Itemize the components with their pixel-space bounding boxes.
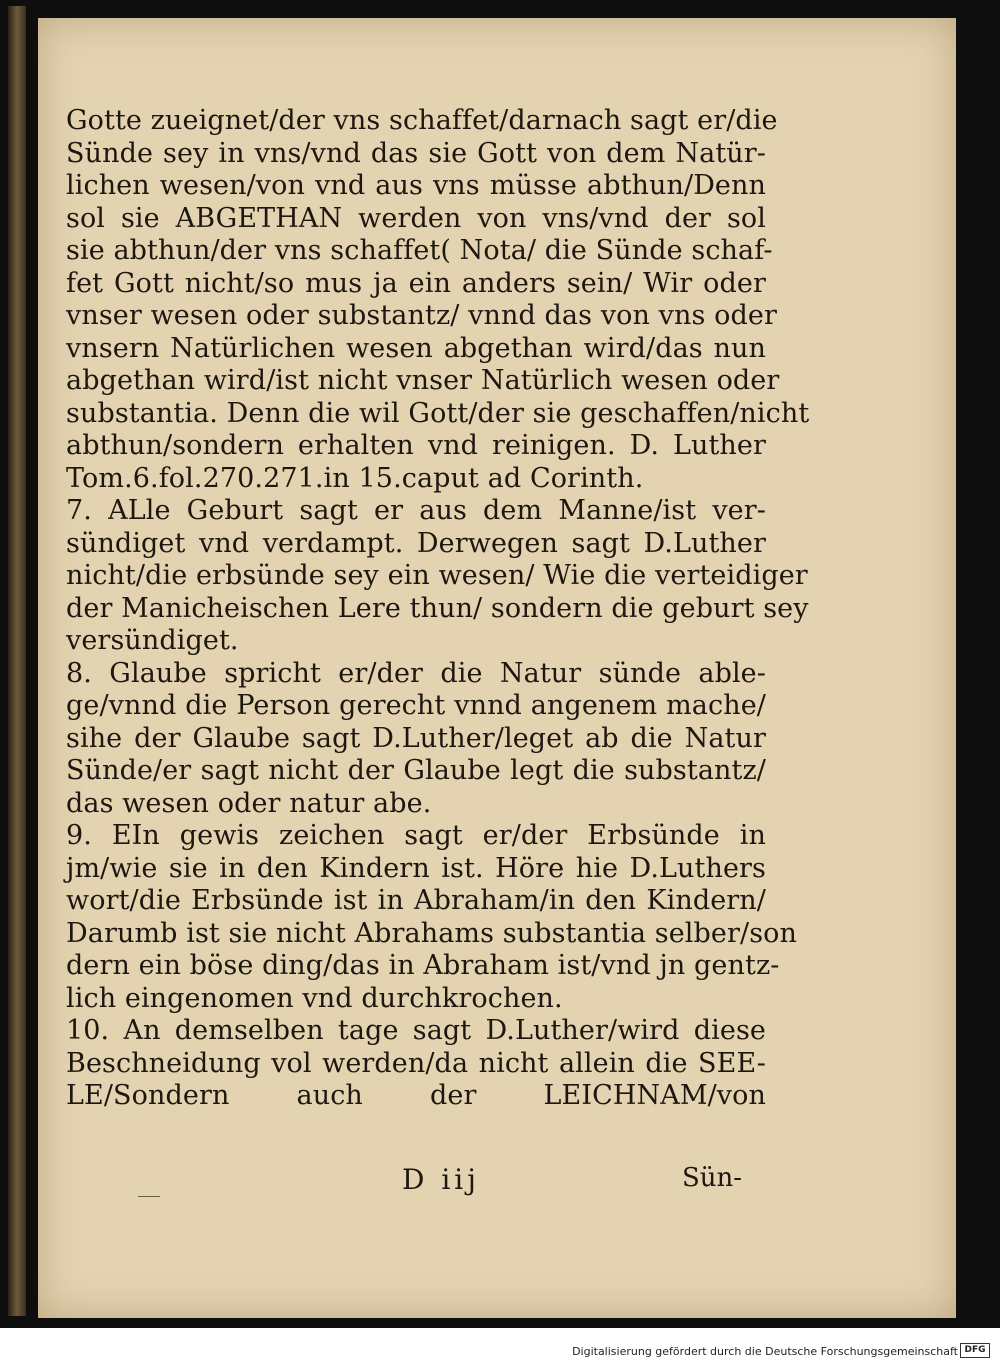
digitization-credit: Digitalisierung gefördert durch die Deutsche Forschungsgemeinschaft: [572, 1345, 958, 1358]
text-line: lich eingenomen vnd durchkrochen.: [66, 982, 563, 1014]
text-line: 10. An demselben tage sagt D.Luther/wird diese: [66, 1015, 766, 1046]
text-line: vnsern Natürlichen wesen abgethan wird/das nun: [66, 332, 766, 364]
text-line: Sünde/er sagt nicht der Glaube legt die substantz/: [66, 755, 766, 786]
text-line: Darumb ist sie nicht Abrahams substantia selber/son: [66, 917, 797, 949]
text-line: nicht/die erbsünde sey ein wesen/ Wie die verteidiger: [66, 560, 808, 591]
text-line: sündiget vnd verdampt. Derwegen sagt D.Luther: [66, 527, 766, 559]
text-line: 9. EIn gewis zeichen sagt er/der Erbsünde in: [66, 820, 766, 851]
text-line: ge/vnnd die Person gerecht vnnd angenem mache/: [66, 690, 766, 721]
text-line: dern ein böse ding/das in Abraham ist/vnd jn gentz-: [66, 950, 780, 981]
text-line: Gotte zueignet/der vns schaffet/darnach sagt er/die: [66, 105, 778, 136]
text-line: Tom.6.fol.270.271.in 15.caput ad Corinth.: [66, 462, 644, 494]
book-spine-edge: [8, 6, 26, 1316]
text-line: abthun/sondern erhalten vnd reinigen. D. Luther: [66, 430, 766, 461]
text-line: 8. Glaube spricht er/der die Natur sünde able-: [66, 657, 766, 689]
text-line: versündiget.: [66, 625, 239, 656]
text-line: wort/die Erbsünde ist in Abraham/in den Kindern/: [66, 885, 766, 916]
page-text-block: [66, 105, 810, 1113]
text-line: 7. ALle Geburt sagt er aus dem Manne/ist ver-: [66, 495, 766, 526]
text-line: substantia. Denn die wil Gott/der sie geschaffen/nicht: [66, 397, 810, 429]
signature-mark: D iij: [402, 1163, 480, 1196]
text-line: der Manicheischen Lere thun/ sondern die geburt sey: [66, 592, 809, 624]
page-divider: [138, 1196, 160, 1197]
dfg-logo-icon: DFG: [960, 1343, 990, 1358]
catchword: Sün-: [682, 1163, 743, 1193]
text-line: Beschneidung vol werden/da nicht allein die SEE-: [66, 1047, 766, 1079]
text-line: LE/Sondern auch der LEICHNAM/von: [66, 1080, 766, 1111]
text-line: vnser wesen oder substantz/ vnnd das von vns oder: [66, 300, 777, 331]
text-line: abgethan wird/ist nicht vnser Natürlich wesen oder: [66, 365, 780, 396]
text-line: sihe der Glaube sagt D.Luther/leget ab die Natur: [66, 722, 766, 754]
text-line: sol sie ABGETHAN werden von vns/vnd der sol: [66, 202, 766, 234]
text-line: das wesen oder natur abe.: [66, 787, 432, 819]
text-line: Sünde sey in vns/vnd das sie Gott von dem Natür-: [66, 137, 766, 169]
text-line: fet Gott nicht/so mus ja ein anders sein/ Wir oder: [66, 267, 766, 299]
text-line: jm/wie sie in den Kindern ist. Höre hie D.Luthers: [66, 852, 766, 884]
text-line: lichen wesen/von vnd aus vns müsse abthun/Denn: [66, 170, 766, 201]
text-line: sie abthun/der vns schaffet( Nota/ die Sünde schaf-: [66, 235, 773, 266]
